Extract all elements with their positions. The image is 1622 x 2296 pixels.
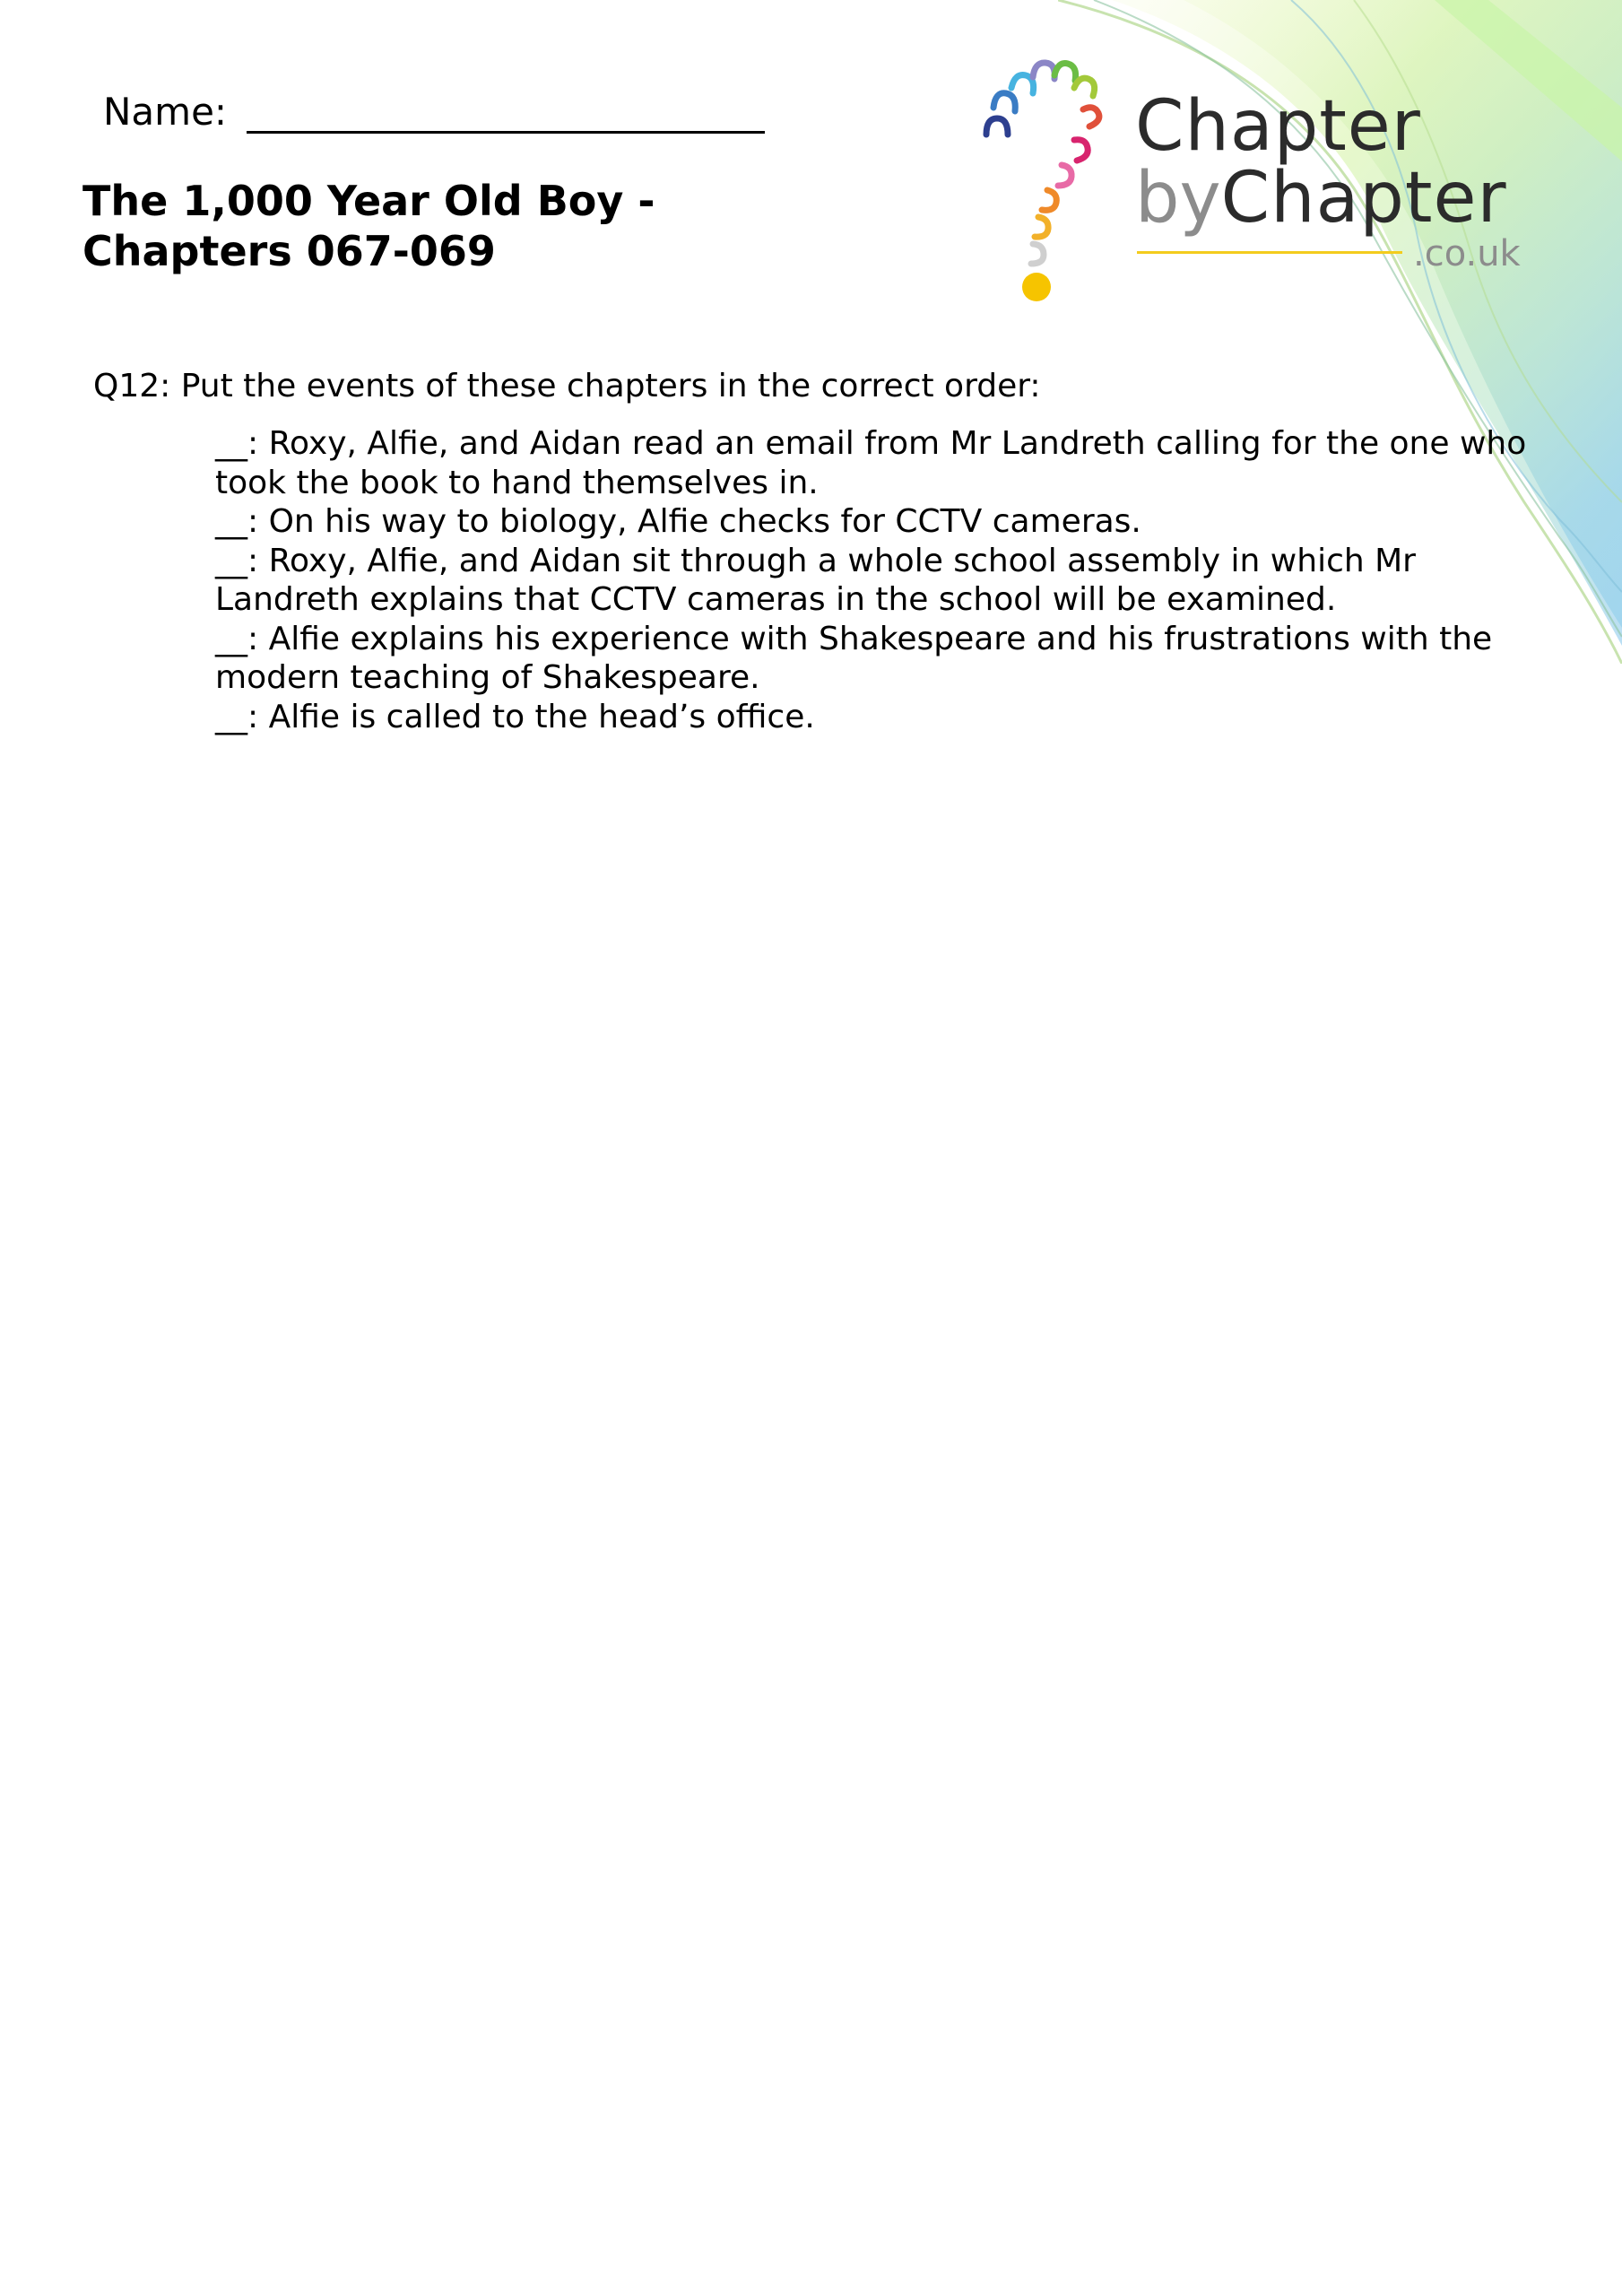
event-item: __: Alfie is called to the head’s office. xyxy=(215,698,815,735)
name-blank-line[interactable] xyxy=(247,90,765,134)
event-item: __: Roxy, Alfie, and Aidan read an email from Mr Landreth calling for the one who took the book to hand themselves in. xyxy=(215,425,1527,501)
event-list xyxy=(215,424,1533,736)
question-mark-books-icon xyxy=(968,52,1121,312)
chapter-by-chapter-logo xyxy=(968,52,1542,312)
logo-domain: .co.uk xyxy=(1413,233,1521,274)
logo-word-chapter: Chapter xyxy=(1135,86,1421,167)
worksheet-title xyxy=(82,176,710,276)
event-item: __: Alfie explains his experience with Shakespeare and his frustrations with the modern teaching of Shakespeare. xyxy=(215,620,1493,696)
logo-wordmark xyxy=(1135,86,1507,239)
logo-underline xyxy=(1137,251,1402,254)
name-label: Name: xyxy=(103,90,228,134)
logo-word-chapter-2: Chapter xyxy=(1220,158,1507,239)
title-line-1: The 1,000 Year Old Boy - xyxy=(82,177,655,225)
logo-word-by: by xyxy=(1135,158,1221,239)
question-prompt: Q12: Put the events of these chapters in the correct order: xyxy=(93,368,1041,404)
title-line-2: Chapters 067-069 xyxy=(82,227,496,275)
event-item: __: On his way to biology, Alfie checks for CCTV cameras. xyxy=(215,503,1141,540)
name-field-row xyxy=(103,90,765,134)
event-item: __: Roxy, Alfie, and Aidan sit through a whole school assembly in which Mr Landreth explains that CCTV cameras in the school will be examined. xyxy=(215,542,1416,618)
